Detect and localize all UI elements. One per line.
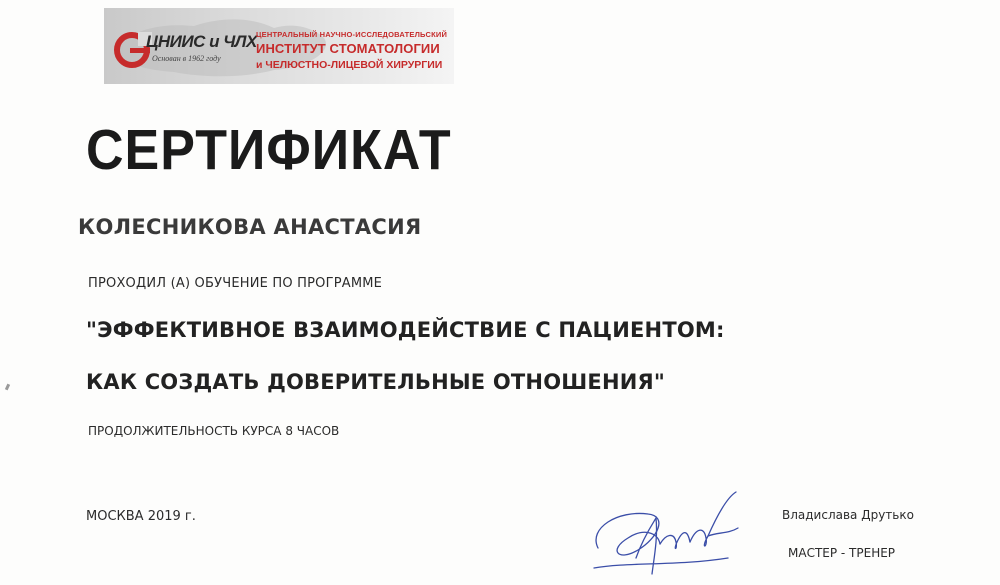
institute-logo-banner <box>104 8 454 84</box>
institute-name-line2: ИНСТИТУТ СТОМАТОЛОГИИ <box>256 41 440 56</box>
city-and-year: МОСКВА 2019 г. <box>86 509 196 524</box>
institute-name-line1: ЦЕНТРАЛЬНЫЙ НАУЧНО-ИССЛЕДОВАТЕЛЬСКИЙ <box>256 30 448 39</box>
course-duration: ПРОДОЛЖИТЕЛЬНОСТЬ КУРСА 8 ЧАСОВ <box>88 424 340 438</box>
logo-abbreviation: ЦНИИС и ЧЛХ <box>146 32 257 51</box>
program-title-line1: "ЭФФЕКТИВНОЕ ВЗАИМОДЕЙСТВИЕ С ПАЦИЕНТОМ: <box>86 318 725 342</box>
program-title-line2: КАК СОЗДАТЬ ДОВЕРИТЕЛЬНЫЕ ОТНОШЕНИЯ" <box>86 370 666 394</box>
handwritten-signature <box>588 488 758 580</box>
institute-name-line3: и ЧЕЛЮСТНО-ЛИЦЕВОЙ ХИРУРГИИ <box>256 59 443 71</box>
signatory-name: Владислава Друтько <box>782 508 914 522</box>
signatory-role: МАСТЕР - ТРЕНЕР <box>788 546 896 560</box>
completion-statement: ПРОХОДИЛ (А) ОБУЧЕНИЕ ПО ПРОГРАММЕ <box>88 276 383 291</box>
paper-speck <box>5 384 10 391</box>
logo-founded-text: Основан в 1962 году <box>152 54 221 63</box>
recipient-name: КОЛЕСНИКОВА АНАСТАСИЯ <box>78 215 422 239</box>
certificate-title: СЕРТИФИКАТ <box>86 119 452 182</box>
